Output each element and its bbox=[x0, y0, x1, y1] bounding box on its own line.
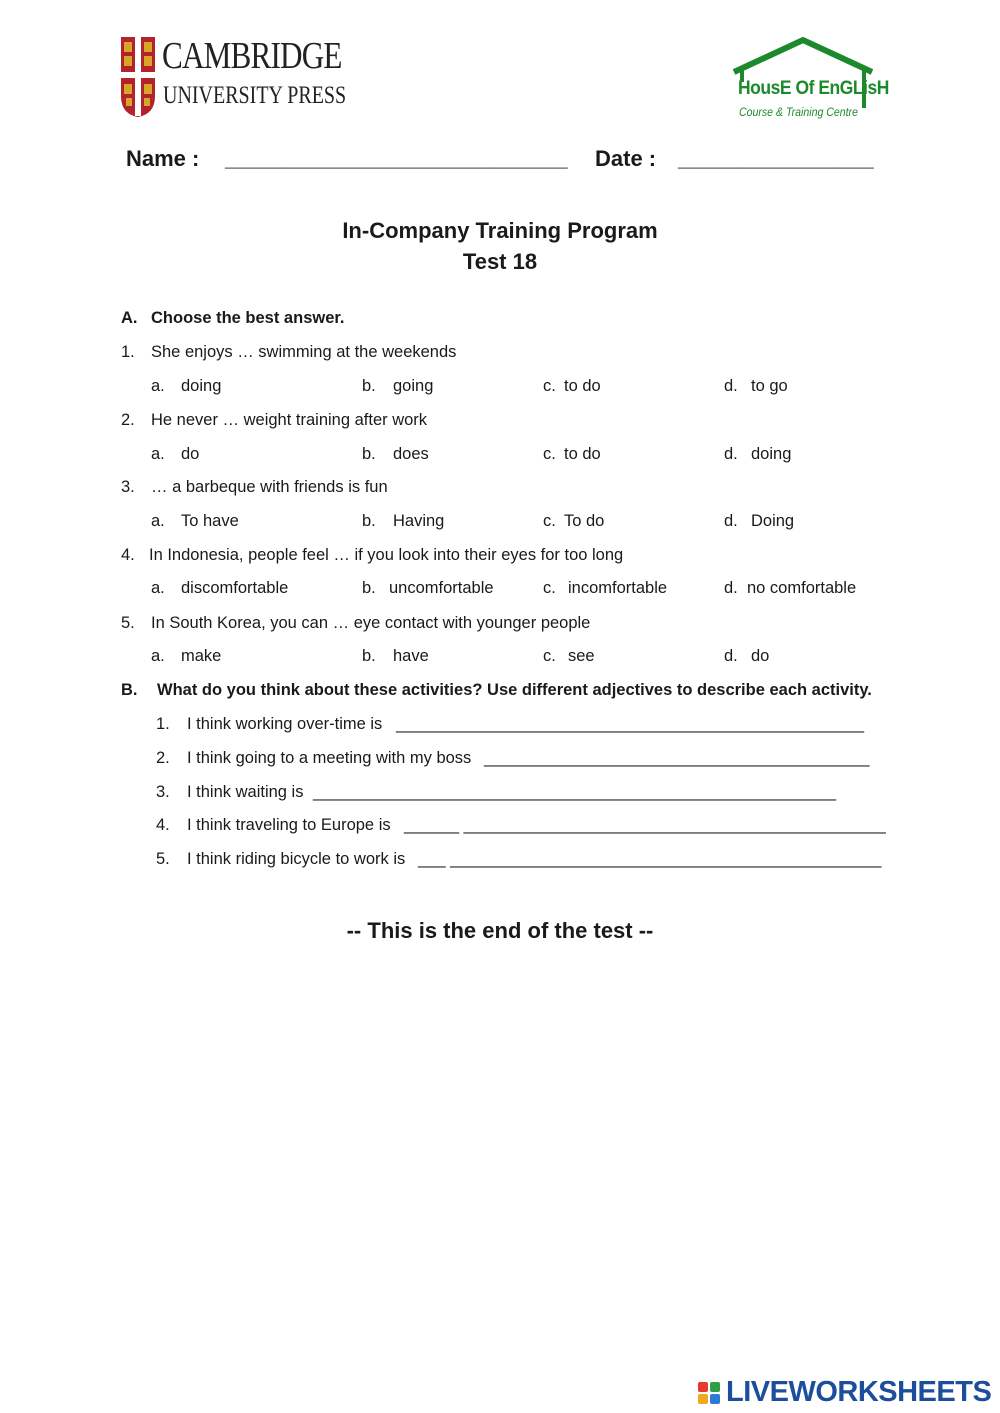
option-letter: d. bbox=[724, 579, 738, 597]
option-b[interactable]: going bbox=[393, 377, 434, 395]
item-number: 4. bbox=[156, 816, 170, 834]
item-prompt: I think waiting is bbox=[187, 783, 304, 801]
answer-blank[interactable]: ___ _______________________________________________ bbox=[418, 850, 882, 868]
option-b[interactable]: have bbox=[393, 647, 429, 665]
option-a[interactable]: doing bbox=[181, 377, 222, 395]
question-text: He never … weight training after work bbox=[151, 411, 428, 429]
item-number: 2. bbox=[156, 749, 170, 767]
house-of-english-title: HousE Of EnGLisH bbox=[738, 78, 889, 99]
liveworksheets-blocks-icon bbox=[698, 1382, 722, 1406]
option-c[interactable]: to do bbox=[564, 445, 601, 463]
question-number: 3. bbox=[121, 478, 135, 496]
option-a[interactable]: make bbox=[181, 647, 222, 665]
item-prompt: I think working over-time is bbox=[187, 715, 383, 733]
cambridge-logo-line2: UNIVERSITY PRESS bbox=[163, 82, 347, 109]
option-letter: d. bbox=[724, 445, 738, 463]
house-roof-icon bbox=[728, 36, 878, 116]
question-text: In South Korea, you can … eye contact with younger people bbox=[151, 614, 591, 632]
option-letter: a. bbox=[151, 377, 165, 395]
section-b-letter: B. bbox=[121, 681, 138, 699]
option-letter: b. bbox=[362, 512, 376, 530]
option-letter: d. bbox=[724, 512, 738, 530]
option-b[interactable]: Having bbox=[393, 512, 445, 530]
liveworksheets-logo bbox=[698, 1376, 998, 1412]
option-c[interactable]: incomfortable bbox=[568, 579, 668, 597]
date-label: Date : bbox=[595, 146, 657, 171]
house-of-english-logo bbox=[728, 36, 889, 126]
option-letter: a. bbox=[151, 445, 165, 463]
option-letter: c. bbox=[543, 512, 556, 530]
option-letter: c. bbox=[543, 445, 556, 463]
answer-blank[interactable]: __________________________________________ bbox=[484, 749, 870, 767]
question-number: 5. bbox=[121, 614, 135, 632]
item-prompt: I think going to a meeting with my boss bbox=[187, 749, 472, 767]
option-letter: a. bbox=[151, 647, 165, 665]
cambridge-shield-icon bbox=[120, 36, 156, 118]
page-title: In-Company Training Program bbox=[342, 218, 658, 243]
name-label: Name : bbox=[126, 146, 200, 171]
option-d[interactable]: to go bbox=[751, 377, 788, 395]
item-number: 3. bbox=[156, 783, 170, 801]
liveworksheets-text: LIVEWORKSHEETS bbox=[726, 1376, 992, 1408]
option-letter: c. bbox=[543, 579, 556, 597]
house-of-english-subtitle: Course & Training Centre bbox=[739, 105, 858, 119]
item-prompt: I think riding bicycle to work is bbox=[187, 850, 406, 868]
option-b[interactable]: uncomfortable bbox=[389, 579, 494, 597]
option-a[interactable]: To have bbox=[181, 512, 239, 530]
option-a[interactable]: discomfortable bbox=[181, 579, 289, 597]
question-number: 1. bbox=[121, 343, 135, 361]
option-c[interactable]: see bbox=[568, 647, 595, 665]
option-letter: c. bbox=[543, 377, 556, 395]
item-number: 5. bbox=[156, 850, 170, 868]
item-number: 1. bbox=[156, 715, 170, 733]
option-letter: b. bbox=[362, 377, 376, 395]
answer-blank[interactable]: ______ ______________________________________________ bbox=[404, 816, 886, 834]
option-d[interactable]: no comfortable bbox=[747, 579, 857, 597]
option-c[interactable]: to do bbox=[564, 377, 601, 395]
section-a-instruction: Choose the best answer. bbox=[151, 309, 345, 327]
question-text: She enjoys … swimming at the weekends bbox=[151, 343, 457, 361]
cambridge-logo-line1: CAMBRIDGE bbox=[162, 35, 342, 77]
option-letter: b. bbox=[362, 445, 376, 463]
date-field[interactable]: ________________ bbox=[678, 146, 874, 171]
answer-blank[interactable]: ___________________________________________________ bbox=[396, 715, 865, 733]
section-a-letter: A. bbox=[121, 309, 138, 327]
option-b[interactable]: does bbox=[393, 445, 429, 463]
page-subtitle: Test 18 bbox=[462, 249, 538, 274]
item-prompt: I think traveling to Europe is bbox=[187, 816, 391, 834]
option-letter: b. bbox=[362, 647, 376, 665]
question-number: 2. bbox=[121, 411, 135, 429]
question-number: 4. bbox=[121, 546, 135, 564]
name-field[interactable]: ____________________________ bbox=[225, 146, 568, 171]
end-of-test-text: -- This is the end of the test -- bbox=[346, 918, 654, 943]
option-a[interactable]: do bbox=[181, 445, 200, 463]
cambridge-logo bbox=[120, 34, 347, 122]
option-d[interactable]: doing bbox=[751, 445, 792, 463]
question-text: … a barbeque with friends is fun bbox=[151, 478, 388, 496]
option-letter: b. bbox=[362, 579, 376, 597]
option-d[interactable]: do bbox=[751, 647, 770, 665]
option-d[interactable]: Doing bbox=[751, 512, 795, 530]
section-b-instruction: What do you think about these activities? Use different adjectives to describe each activity. bbox=[157, 681, 872, 699]
option-letter: d. bbox=[724, 647, 738, 665]
question-text: In Indonesia, people feel … if you look into their eyes for too long bbox=[149, 546, 624, 564]
option-letter: a. bbox=[151, 512, 165, 530]
option-letter: a. bbox=[151, 579, 165, 597]
answer-blank[interactable]: _________________________________________________________ bbox=[313, 783, 837, 801]
option-c[interactable]: To do bbox=[564, 512, 605, 530]
option-letter: c. bbox=[543, 647, 556, 665]
option-letter: d. bbox=[724, 377, 738, 395]
